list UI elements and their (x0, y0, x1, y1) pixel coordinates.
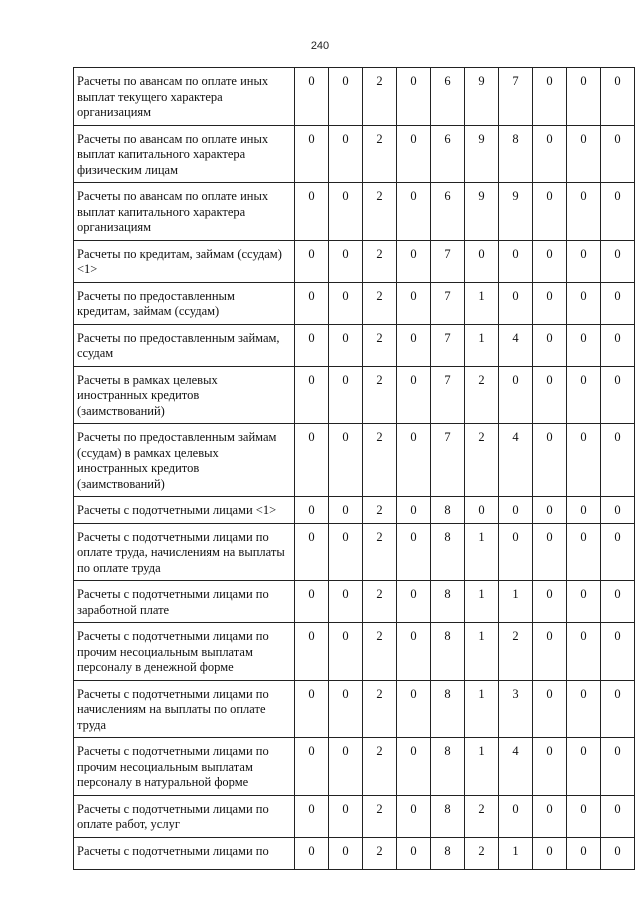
table-row (74, 623, 635, 681)
code-digit-cell: 1 (465, 324, 499, 366)
code-digit-cell: 0 (601, 581, 635, 623)
table-row (74, 680, 635, 738)
code-digit-cell: 0 (533, 837, 567, 869)
code-digit-cell: 0 (601, 623, 635, 681)
code-digit-cell: 0 (397, 282, 431, 324)
code-digit-cell: 2 (465, 837, 499, 869)
code-digit-cell: 0 (533, 795, 567, 837)
code-digit-cell: 0 (329, 795, 363, 837)
code-digit-cell: 0 (567, 680, 601, 738)
code-digit-cell: 1 (465, 523, 499, 581)
account-name-cell: Расчеты с подотчетными лицами по начислениям на выплаты по оплате труда (74, 680, 295, 738)
code-digit-cell: 3 (499, 680, 533, 738)
code-digit-cell: 6 (431, 68, 465, 126)
code-digit-cell: 0 (329, 324, 363, 366)
code-digit-cell: 0 (567, 324, 601, 366)
code-digit-cell: 0 (397, 125, 431, 183)
code-digit-cell: 0 (397, 738, 431, 796)
account-name-cell: Расчеты с подотчетными лицами <1> (74, 497, 295, 524)
code-digit-cell: 0 (329, 497, 363, 524)
code-digit-cell: 7 (431, 282, 465, 324)
code-digit-cell: 0 (397, 324, 431, 366)
table-row (74, 240, 635, 282)
account-name-cell: Расчеты с подотчетными лицами по (74, 837, 295, 869)
table-row (74, 125, 635, 183)
code-digit-cell: 0 (533, 183, 567, 241)
code-digit-cell: 0 (601, 240, 635, 282)
code-digit-cell: 6 (431, 125, 465, 183)
code-digit-cell: 0 (533, 623, 567, 681)
code-digit-cell: 0 (601, 282, 635, 324)
code-digit-cell: 0 (533, 424, 567, 497)
code-digit-cell: 9 (465, 68, 499, 126)
table-row (74, 837, 635, 869)
code-digit-cell: 0 (295, 240, 329, 282)
table-row (74, 324, 635, 366)
code-digit-cell: 2 (363, 324, 397, 366)
code-digit-cell: 0 (499, 366, 533, 424)
code-digit-cell: 2 (363, 738, 397, 796)
code-digit-cell: 2 (363, 581, 397, 623)
code-digit-cell: 8 (431, 738, 465, 796)
code-digit-cell: 7 (431, 424, 465, 497)
code-digit-cell: 0 (567, 68, 601, 126)
code-digit-cell: 1 (465, 282, 499, 324)
code-digit-cell: 1 (465, 680, 499, 738)
code-digit-cell: 0 (601, 680, 635, 738)
code-digit-cell: 0 (465, 240, 499, 282)
code-digit-cell: 0 (295, 68, 329, 126)
code-digit-cell: 2 (363, 523, 397, 581)
code-digit-cell: 4 (499, 738, 533, 796)
code-digit-cell: 8 (499, 125, 533, 183)
code-digit-cell: 2 (465, 366, 499, 424)
code-digit-cell: 0 (295, 282, 329, 324)
page-number: 240 (310, 40, 330, 52)
code-digit-cell: 0 (465, 497, 499, 524)
code-digit-cell: 0 (295, 837, 329, 869)
code-digit-cell: 8 (431, 623, 465, 681)
code-digit-cell: 1 (465, 623, 499, 681)
code-digit-cell: 0 (567, 837, 601, 869)
code-digit-cell: 0 (533, 240, 567, 282)
code-digit-cell: 0 (295, 581, 329, 623)
code-digit-cell: 0 (499, 795, 533, 837)
account-name-cell: Расчеты по авансам по оплате иных выплат капитального характера организациям (74, 183, 295, 241)
code-digit-cell: 9 (499, 183, 533, 241)
code-digit-cell: 0 (499, 523, 533, 581)
table-row (74, 497, 635, 524)
code-digit-cell: 0 (329, 680, 363, 738)
code-digit-cell: 2 (363, 282, 397, 324)
code-digit-cell: 0 (567, 523, 601, 581)
code-digit-cell: 0 (397, 581, 431, 623)
code-digit-cell: 0 (601, 324, 635, 366)
account-name-cell: Расчеты в рамках целевых иностранных кредитов (заимствований) (74, 366, 295, 424)
code-digit-cell: 0 (567, 581, 601, 623)
code-digit-cell: 0 (329, 240, 363, 282)
table-row (74, 523, 635, 581)
code-digit-cell: 8 (431, 795, 465, 837)
code-digit-cell: 0 (329, 424, 363, 497)
code-digit-cell: 0 (329, 738, 363, 796)
code-digit-cell: 0 (533, 581, 567, 623)
code-digit-cell: 4 (499, 324, 533, 366)
code-digit-cell: 9 (465, 183, 499, 241)
code-digit-cell: 0 (567, 497, 601, 524)
code-digit-cell: 1 (465, 581, 499, 623)
code-digit-cell: 8 (431, 497, 465, 524)
code-digit-cell: 0 (329, 282, 363, 324)
code-digit-cell: 0 (601, 366, 635, 424)
code-digit-cell: 0 (601, 68, 635, 126)
table-row (74, 424, 635, 497)
code-digit-cell: 0 (499, 240, 533, 282)
code-digit-cell: 0 (533, 523, 567, 581)
code-digit-cell: 2 (363, 240, 397, 282)
code-digit-cell: 0 (533, 497, 567, 524)
account-name-cell: Расчеты по предоставленным кредитам, займам (ссудам) (74, 282, 295, 324)
code-digit-cell: 0 (601, 424, 635, 497)
code-digit-cell: 0 (567, 366, 601, 424)
code-digit-cell: 0 (601, 183, 635, 241)
code-digit-cell: 0 (397, 680, 431, 738)
code-digit-cell: 0 (397, 497, 431, 524)
account-name-cell: Расчеты с подотчетными лицами по прочим несоциальным выплатам персоналу в натуральной форме (74, 738, 295, 796)
code-digit-cell: 0 (295, 366, 329, 424)
code-digit-cell: 0 (329, 125, 363, 183)
code-digit-cell: 7 (431, 324, 465, 366)
code-digit-cell: 0 (567, 424, 601, 497)
code-digit-cell: 0 (295, 680, 329, 738)
code-digit-cell: 0 (567, 240, 601, 282)
code-digit-cell: 2 (363, 795, 397, 837)
code-digit-cell: 9 (465, 125, 499, 183)
table-row (74, 795, 635, 837)
code-digit-cell: 2 (363, 366, 397, 424)
table-row (74, 282, 635, 324)
code-digit-cell: 0 (295, 183, 329, 241)
code-digit-cell: 0 (295, 497, 329, 524)
code-digit-cell: 0 (397, 837, 431, 869)
code-digit-cell: 8 (431, 837, 465, 869)
code-digit-cell: 1 (499, 837, 533, 869)
code-digit-cell: 8 (431, 680, 465, 738)
account-codes-table (73, 67, 635, 870)
table-row (74, 738, 635, 796)
code-digit-cell: 0 (567, 183, 601, 241)
code-digit-cell: 2 (465, 795, 499, 837)
code-digit-cell: 0 (295, 795, 329, 837)
account-name-cell: Расчеты по кредитам, займам (ссудам) <1> (74, 240, 295, 282)
code-digit-cell: 7 (431, 366, 465, 424)
code-digit-cell: 2 (363, 68, 397, 126)
code-digit-cell: 2 (363, 125, 397, 183)
code-digit-cell: 0 (567, 282, 601, 324)
code-digit-cell: 1 (499, 581, 533, 623)
account-name-cell: Расчеты по авансам по оплате иных выплат капитального характера физическим лицам (74, 125, 295, 183)
code-digit-cell: 0 (601, 795, 635, 837)
code-digit-cell: 2 (363, 623, 397, 681)
code-digit-cell: 0 (397, 623, 431, 681)
code-digit-cell: 0 (397, 68, 431, 126)
code-digit-cell: 0 (567, 623, 601, 681)
code-digit-cell: 2 (363, 837, 397, 869)
code-digit-cell: 0 (397, 424, 431, 497)
code-digit-cell: 0 (397, 366, 431, 424)
code-digit-cell: 2 (363, 497, 397, 524)
code-digit-cell: 0 (533, 680, 567, 738)
code-digit-cell: 7 (499, 68, 533, 126)
account-name-cell: Расчеты по авансам по оплате иных выплат текущего характера организациям (74, 68, 295, 126)
code-digit-cell: 4 (499, 424, 533, 497)
code-digit-cell: 0 (329, 837, 363, 869)
code-digit-cell: 0 (567, 125, 601, 183)
code-digit-cell: 7 (431, 240, 465, 282)
code-digit-cell: 0 (329, 68, 363, 126)
account-name-cell: Расчеты с подотчетными лицами по заработной плате (74, 581, 295, 623)
code-digit-cell: 0 (329, 183, 363, 241)
account-name-cell: Расчеты по предоставленным займам, ссудам (74, 324, 295, 366)
code-digit-cell: 0 (533, 282, 567, 324)
code-digit-cell: 6 (431, 183, 465, 241)
code-digit-cell: 0 (567, 738, 601, 796)
code-digit-cell: 0 (397, 523, 431, 581)
code-digit-cell: 2 (363, 680, 397, 738)
code-digit-cell: 0 (295, 324, 329, 366)
code-digit-cell: 0 (295, 125, 329, 183)
code-digit-cell: 2 (499, 623, 533, 681)
code-digit-cell: 0 (329, 366, 363, 424)
account-name-cell: Расчеты по предоставленным займам (ссудам) в рамках целевых иностранных кредитов (заимствований) (74, 424, 295, 497)
code-digit-cell: 2 (363, 424, 397, 497)
code-digit-cell: 0 (329, 623, 363, 681)
table-row (74, 581, 635, 623)
account-name-cell: Расчеты с подотчетными лицами по оплате работ, услуг (74, 795, 295, 837)
code-digit-cell: 0 (397, 183, 431, 241)
code-digit-cell: 0 (533, 125, 567, 183)
code-digit-cell: 1 (465, 738, 499, 796)
table-row (74, 183, 635, 241)
code-digit-cell: 0 (533, 68, 567, 126)
code-digit-cell: 0 (601, 738, 635, 796)
code-digit-cell: 0 (601, 497, 635, 524)
code-digit-cell: 0 (397, 240, 431, 282)
code-digit-cell: 0 (295, 738, 329, 796)
code-digit-cell: 0 (329, 523, 363, 581)
code-digit-cell: 0 (499, 497, 533, 524)
code-digit-cell: 0 (601, 523, 635, 581)
account-name-cell: Расчеты с подотчетными лицами по оплате труда, начислениям на выплаты по оплате труда (74, 523, 295, 581)
code-digit-cell: 8 (431, 523, 465, 581)
code-digit-cell: 0 (295, 523, 329, 581)
code-digit-cell: 2 (465, 424, 499, 497)
code-digit-cell: 0 (499, 282, 533, 324)
code-digit-cell: 0 (601, 837, 635, 869)
code-digit-cell: 0 (601, 125, 635, 183)
code-digit-cell: 0 (397, 795, 431, 837)
code-digit-cell: 0 (295, 623, 329, 681)
code-digit-cell: 2 (363, 183, 397, 241)
code-digit-cell: 0 (533, 366, 567, 424)
code-digit-cell: 0 (567, 795, 601, 837)
code-digit-cell: 0 (533, 738, 567, 796)
account-name-cell: Расчеты с подотчетными лицами по прочим несоциальным выплатам персоналу в денежной форме (74, 623, 295, 681)
table-row (74, 366, 635, 424)
table-row (74, 68, 635, 126)
code-digit-cell: 8 (431, 581, 465, 623)
code-digit-cell: 0 (295, 424, 329, 497)
code-digit-cell: 0 (329, 581, 363, 623)
code-digit-cell: 0 (533, 324, 567, 366)
